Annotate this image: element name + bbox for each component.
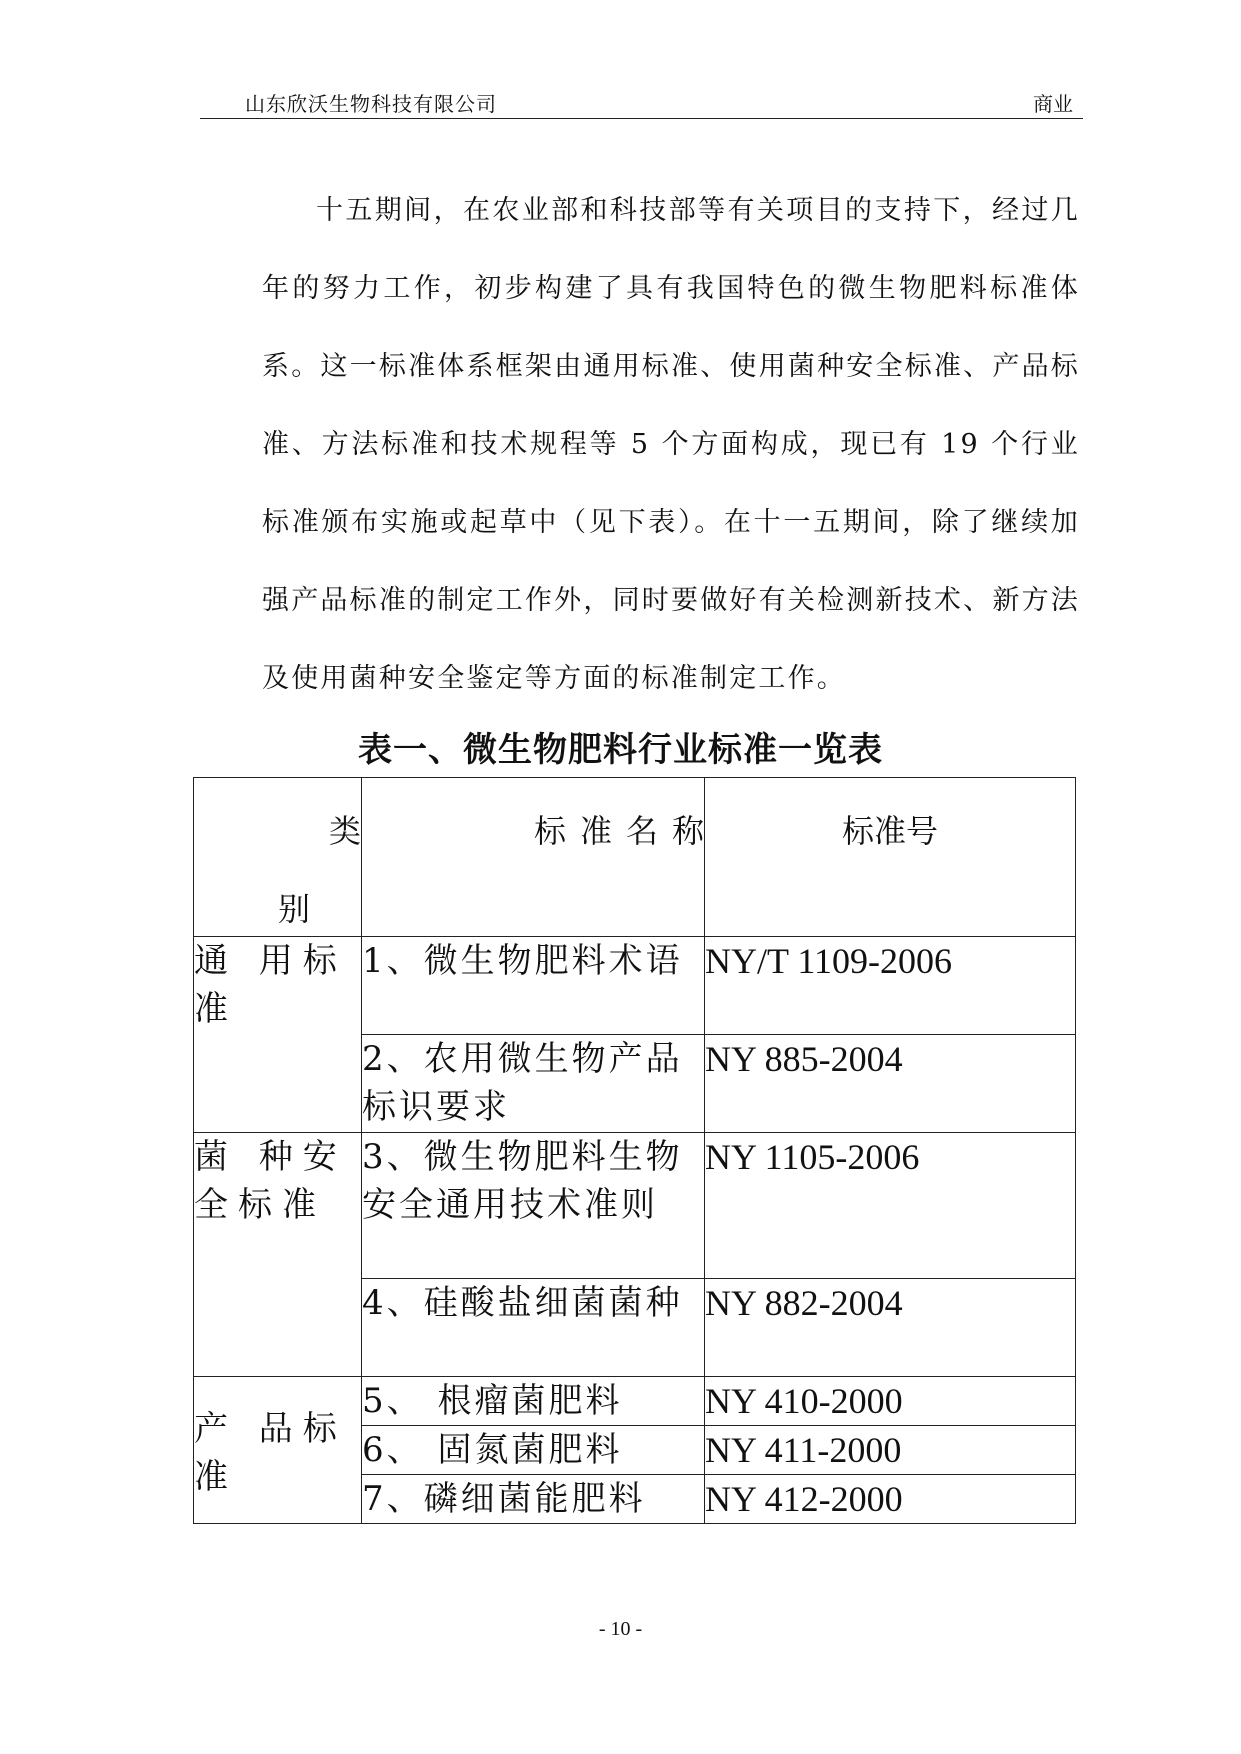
table-row bbox=[194, 937, 1076, 1035]
header-tag: 商业 bbox=[1033, 92, 1073, 116]
table-row bbox=[194, 1133, 1076, 1279]
standard-name-cell: 4、硅酸盐细菌菌种 bbox=[362, 1279, 705, 1377]
header-category bbox=[194, 778, 362, 937]
header-category-line1: 类 bbox=[328, 812, 361, 850]
standard-number-cell: NY 1105-2006 bbox=[705, 1133, 1076, 1279]
standard-name-cell: 5、 根瘤菌肥料 bbox=[362, 1377, 705, 1426]
standard-name-cell: 2、农用微生物产品标识要求 bbox=[362, 1035, 705, 1133]
page-header bbox=[200, 88, 1083, 119]
table-header-row bbox=[194, 778, 1076, 937]
standard-number-cell: NY/T 1109-2006 bbox=[705, 937, 1076, 1035]
page-number: - 10 - bbox=[598, 1618, 643, 1640]
standard-name-cell: 6、 固氮菌肥料 bbox=[362, 1426, 705, 1475]
company-name: 山东欣沃生物科技有限公司 bbox=[245, 92, 497, 116]
header-standard-name bbox=[362, 778, 718, 937]
category-cell: 通 用标准 bbox=[194, 937, 362, 1133]
category-cell: 菌 种安 全标准 bbox=[194, 1133, 362, 1377]
standard-name-cell: 7、磷细菌能肥料 bbox=[362, 1475, 705, 1524]
standard-name-cell: 3、微生物肥料生物安全通用技术准则 bbox=[362, 1133, 705, 1279]
header-standard-number-text: 标准号 bbox=[841, 812, 938, 850]
standard-number-cell: NY 411-2000 bbox=[705, 1426, 1076, 1475]
category-cell: 产 品标准 bbox=[194, 1377, 362, 1524]
standards-table bbox=[193, 777, 1076, 1524]
standard-number-cell: NY 412-2000 bbox=[705, 1475, 1076, 1524]
standard-name-cell: 1、微生物肥料术语 bbox=[362, 937, 705, 1035]
body-paragraph: 十五期间，在农业部和科技部等有关项目的支持下，经过几年的努力工作，初步构建了具有我国特色的微生物肥料标准体系。这一标准体系框架由通用标准、使用菌种安全标准、产品标准、方法标准和技术规程等 5 个方面构成，现已有 19 个行业标准颁布实施或起草中（见下表）。在十一五期间，除了继续加强产品标准的制定工作外，同时要做好有关检测新技术、新方法及使用菌种安全鉴定等方面的标准制定工作。 bbox=[262, 195, 1080, 694]
header-standard-number bbox=[705, 778, 1076, 937]
table-row bbox=[194, 1377, 1076, 1426]
header-standard-name-text: 标准名称 bbox=[533, 812, 718, 850]
standard-number-cell: NY 410-2000 bbox=[705, 1377, 1076, 1426]
standard-number-cell: NY 885-2004 bbox=[705, 1035, 1076, 1133]
standard-number-cell: NY 882-2004 bbox=[705, 1279, 1076, 1377]
header-category-line2: 别 bbox=[278, 890, 311, 928]
table-title: 表一、微生物肥料行业标准一览表 bbox=[358, 730, 883, 770]
